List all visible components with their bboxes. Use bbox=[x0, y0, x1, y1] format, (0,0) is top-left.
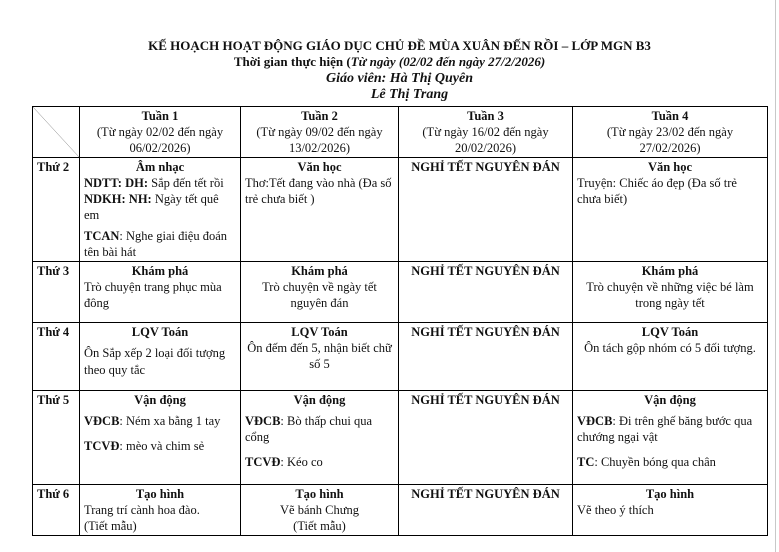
activity-text: Vẽ theo ý thích bbox=[577, 503, 654, 517]
holiday-label: NGHỈ TẾT NGUYÊN ĐÁN bbox=[411, 487, 560, 501]
week-range: (Từ ngày 09/02 đến ngày 13/02/2026) bbox=[256, 125, 383, 155]
week-title: Tuần 2 bbox=[301, 109, 338, 123]
activity-code: VĐCB bbox=[84, 414, 120, 428]
day-label: Thứ 2 bbox=[33, 158, 80, 262]
week-range: (Từ ngày 23/02 đến ngày 27/02/2026) bbox=[606, 125, 734, 155]
subject-label: LQV Toán bbox=[641, 325, 699, 339]
activity-text: Vẽ bánh Chưng bbox=[280, 503, 359, 517]
time-line bbox=[0, 54, 779, 70]
subject-label: Tạo hình bbox=[645, 487, 695, 501]
table-header-row bbox=[33, 107, 768, 158]
subject-label: Khám phá bbox=[291, 264, 348, 278]
activity-text: Trang trí cành hoa đào. bbox=[84, 503, 200, 517]
activity-line bbox=[84, 438, 236, 454]
subject-label: Vận động bbox=[134, 393, 186, 407]
activity-text: Ôn đếm đến 5, nhận biết chữ số 5 bbox=[247, 341, 392, 371]
teacher-line: Giáo viên: Hà Thị Quyên bbox=[326, 71, 473, 86]
cell-wed-week3 bbox=[399, 323, 573, 391]
activity-text: Ôn Sắp xếp 2 loại đối tượng theo quy tắc bbox=[84, 346, 226, 377]
activity-text: Sắp đến tết rồi bbox=[148, 176, 224, 190]
table-row-tuesday bbox=[33, 262, 768, 323]
activity-code: VĐCB bbox=[577, 414, 613, 428]
subject-label: Tạo hình bbox=[135, 487, 185, 501]
week-range: (Từ ngày 16/02 đến ngày 20/02/2026) bbox=[422, 125, 549, 155]
subject-label: LQV Toán bbox=[291, 325, 348, 339]
activity-text: : Đi trên ghế băng bước qua chướng ngại vật bbox=[577, 414, 753, 444]
cell-fri-week4 bbox=[573, 485, 768, 536]
activity-line bbox=[84, 191, 236, 223]
cell-wed-week2 bbox=[241, 323, 399, 391]
cell-mon-week1 bbox=[80, 158, 241, 262]
subject-label: Vận động bbox=[293, 393, 346, 407]
activity-line bbox=[84, 175, 236, 191]
activity-code: NDKH: NH: bbox=[84, 192, 152, 206]
activity-text: Thơ:Tết đang vào nhà (Đa số trẻ chưa biết ) bbox=[245, 176, 392, 206]
activity-note: (Tiết mẫu) bbox=[293, 519, 346, 533]
subject-label: Âm nhạc bbox=[135, 160, 185, 174]
time-range: Từ ngày (02/02 đến ngày 27/2/2026) bbox=[350, 54, 546, 69]
activity-note: (Tiết mẫu) bbox=[84, 519, 137, 533]
subject-label: Vận động bbox=[644, 393, 696, 407]
plan-title: KẾ HOẠCH HOẠT ĐỘNG GIÁO DỤC CHỦ ĐỀ MÙA XUÂN ĐẾN RỒI – LỚP MGN B3 bbox=[148, 38, 651, 53]
table-row-thursday bbox=[33, 391, 768, 485]
activity-text: Trò chuyện về ngày tết nguyên đán bbox=[262, 280, 377, 310]
cell-tue-week2 bbox=[241, 262, 399, 323]
table-row-wednesday bbox=[33, 323, 768, 391]
activity-text: Ngày tết quê em bbox=[84, 192, 219, 222]
cell-thu-week3 bbox=[399, 391, 573, 485]
cell-mon-week4 bbox=[573, 158, 768, 262]
cell-fri-week2 bbox=[241, 485, 399, 536]
day-label: Thứ 4 bbox=[33, 323, 80, 391]
day-label: Thứ 5 bbox=[33, 391, 80, 485]
page-edge-divider bbox=[775, 0, 776, 552]
cell-tue-week1 bbox=[80, 262, 241, 323]
week-1-header bbox=[80, 107, 241, 158]
corner-cell bbox=[33, 107, 80, 158]
activity-line bbox=[577, 413, 763, 445]
week-4-header bbox=[573, 107, 768, 158]
holiday-label: NGHỈ TẾT NGUYÊN ĐÁN bbox=[411, 264, 560, 278]
activity-text: Truyện: Chiếc áo đẹp (Đa số trẻ chưa biết) bbox=[577, 176, 737, 206]
teacher-second: Lê Thị Trang bbox=[370, 87, 449, 102]
cell-fri-week3 bbox=[399, 485, 573, 536]
week-2-header bbox=[241, 107, 399, 158]
activity-code: NDTT: DH: bbox=[84, 176, 149, 190]
cell-fri-week1 bbox=[80, 485, 241, 536]
cell-tue-week3 bbox=[399, 262, 573, 323]
holiday-label: NGHỈ TẾT NGUYÊN ĐÁN bbox=[411, 393, 560, 407]
week-range: (Từ ngày 02/02 đến ngày 06/02/2026) bbox=[96, 125, 224, 155]
activity-text: Trò chuyện về những việc bé làm trong ngày tết bbox=[586, 280, 754, 310]
diagonal-line bbox=[33, 107, 79, 157]
activity-line bbox=[577, 454, 763, 470]
cell-thu-week4 bbox=[573, 391, 768, 485]
table-row-friday bbox=[33, 485, 768, 536]
activity-line bbox=[84, 413, 236, 429]
cell-tue-week4 bbox=[573, 262, 768, 323]
activity-text: : Kéo co bbox=[280, 455, 323, 469]
document-header bbox=[0, 38, 779, 102]
activity-code: VĐCB bbox=[245, 414, 281, 428]
cell-mon-week2 bbox=[241, 158, 399, 262]
week-3-header bbox=[399, 107, 573, 158]
subject-label: Văn học bbox=[647, 160, 693, 174]
activity-line bbox=[245, 413, 394, 445]
activity-code: TCAN bbox=[84, 229, 120, 243]
cell-thu-week2 bbox=[241, 391, 399, 485]
week-title: Tuần 3 bbox=[467, 109, 504, 123]
cell-wed-week1 bbox=[80, 323, 241, 391]
activity-text: : Ném xa bằng 1 tay bbox=[119, 414, 221, 428]
day-label: Thứ 3 bbox=[33, 262, 80, 323]
activity-line bbox=[245, 454, 394, 470]
activity-code: TC bbox=[577, 455, 595, 469]
subject-label: Văn học bbox=[297, 160, 342, 174]
cell-wed-week4 bbox=[573, 323, 768, 391]
week-title: Tuần 1 bbox=[141, 109, 179, 123]
day-label: Thứ 6 bbox=[33, 485, 80, 536]
activity-code: TCVĐ bbox=[245, 455, 281, 469]
table-row-monday bbox=[33, 158, 768, 262]
subject-label: Tạo hình bbox=[295, 487, 344, 501]
activity-text: : Bò thấp chui qua cổng bbox=[245, 414, 373, 444]
cell-thu-week1 bbox=[80, 391, 241, 485]
subject-label: Khám phá bbox=[641, 264, 699, 278]
plan-table bbox=[32, 106, 768, 536]
subject-label: Khám phá bbox=[131, 264, 189, 278]
cell-mon-week3 bbox=[399, 158, 573, 262]
holiday-label: NGHỈ TẾT NGUYÊN ĐÁN bbox=[411, 160, 560, 174]
activity-text: Trò chuyện trang phục mùa đông bbox=[84, 280, 222, 310]
subject-label: LQV Toán bbox=[131, 325, 189, 339]
activity-line bbox=[84, 228, 236, 260]
activity-code: TCVĐ bbox=[84, 439, 120, 453]
holiday-label: NGHỈ TẾT NGUYÊN ĐÁN bbox=[411, 325, 560, 339]
activity-text: : Chuyền bóng qua chân bbox=[594, 455, 716, 469]
week-title: Tuần 4 bbox=[651, 109, 689, 123]
activity-text: : Nghe giai điệu đoán tên bài hát bbox=[84, 229, 228, 259]
activity-text: : mèo và chim sẻ bbox=[119, 439, 205, 453]
activity-text: Ôn tách gộp nhóm có 5 đối tượng. bbox=[584, 341, 756, 355]
time-label: Thời gian thực hiện ( bbox=[233, 54, 351, 69]
